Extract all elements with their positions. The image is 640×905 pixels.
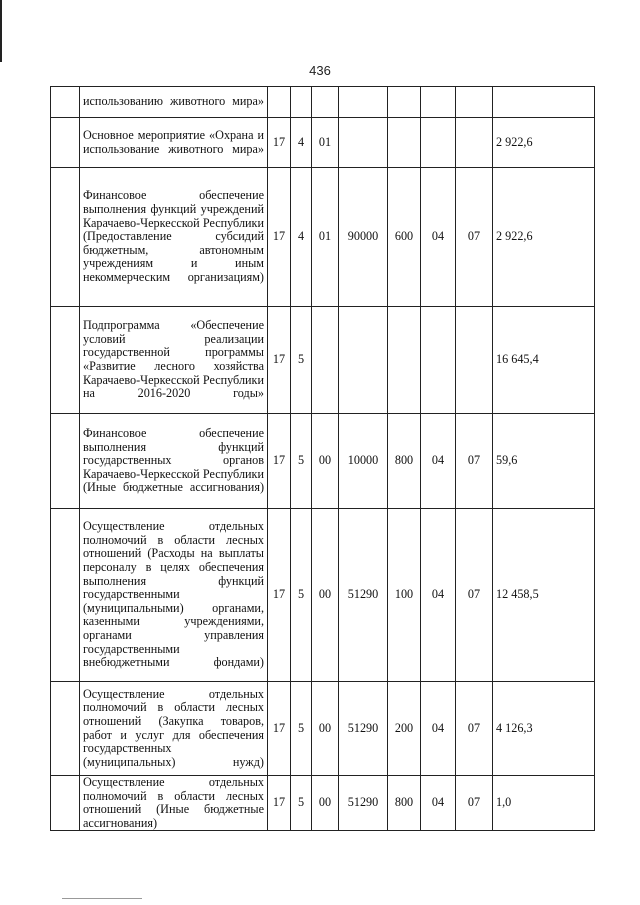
code-cell-c5: 800 xyxy=(388,776,421,831)
row-margin-cell xyxy=(51,87,80,118)
code-cell-c4 xyxy=(339,118,388,168)
code-cell-c1: 17 xyxy=(268,168,291,307)
code-cell-c7: 07 xyxy=(456,776,493,831)
code-cell-c2: 5 xyxy=(291,509,312,682)
code-cell-c5: 200 xyxy=(388,682,421,776)
row-amount xyxy=(493,87,595,118)
code-cell-c1: 17 xyxy=(268,118,291,168)
code-cell-c6 xyxy=(421,307,456,414)
code-cell-c1: 17 xyxy=(268,414,291,509)
code-cell-c5 xyxy=(388,87,421,118)
row-description: Финансовое обеспечение выполнения функций государственных органов Карачаево-Черкесской Республики (Иные бюджетные ассигнования) xyxy=(80,414,268,509)
code-cell-c7: 07 xyxy=(456,682,493,776)
row-description: Осуществление отдельных полномочий в области лесных отношений (Закупка товаров, работ и услуг для обеспечения государственных (муниципальных) нужд) xyxy=(80,682,268,776)
code-cell-c5: 600 xyxy=(388,168,421,307)
table-row xyxy=(51,509,595,682)
code-cell-c2: 5 xyxy=(291,414,312,509)
code-cell-c5: 100 xyxy=(388,509,421,682)
row-margin-cell xyxy=(51,168,80,307)
code-cell-c3: 00 xyxy=(312,509,339,682)
code-cell-c6: 04 xyxy=(421,776,456,831)
code-cell-c4: 51290 xyxy=(339,509,388,682)
table-row xyxy=(51,414,595,509)
row-margin-cell xyxy=(51,682,80,776)
code-cell-c6: 04 xyxy=(421,509,456,682)
code-cell-c3: 00 xyxy=(312,682,339,776)
scan-edge-mark xyxy=(0,0,2,62)
code-cell-c4: 51290 xyxy=(339,682,388,776)
code-cell-c6: 04 xyxy=(421,414,456,509)
page-number: 436 xyxy=(309,63,331,78)
code-cell-c2: 5 xyxy=(291,682,312,776)
code-cell-c2: 5 xyxy=(291,776,312,831)
code-cell-c4: 90000 xyxy=(339,168,388,307)
code-cell-c3: 01 xyxy=(312,118,339,168)
row-amount: 1,0 xyxy=(493,776,595,831)
code-cell-c3: 00 xyxy=(312,776,339,831)
row-amount: 4 126,3 xyxy=(493,682,595,776)
code-cell-c6: 04 xyxy=(421,168,456,307)
code-cell-c5: 800 xyxy=(388,414,421,509)
code-cell-c7 xyxy=(456,87,493,118)
row-amount: 2 922,6 xyxy=(493,118,595,168)
code-cell-c1: 17 xyxy=(268,307,291,414)
code-cell-c5 xyxy=(388,307,421,414)
budget-table xyxy=(50,86,595,831)
table-row xyxy=(51,307,595,414)
row-amount: 59,6 xyxy=(493,414,595,509)
row-margin-cell xyxy=(51,776,80,831)
code-cell-c2: 5 xyxy=(291,307,312,414)
code-cell-c1: 17 xyxy=(268,509,291,682)
row-margin-cell xyxy=(51,414,80,509)
code-cell-c1 xyxy=(268,87,291,118)
code-cell-c5 xyxy=(388,118,421,168)
row-description: Осуществление отдельных полномочий в области лесных отношений (Расходы на выплаты персоналу в целях обеспечения выполнения функций государственными (муниципальными) органами, казенными учреждениями, органами управления государственными внебюджетными фондами) xyxy=(80,509,268,682)
row-margin-cell xyxy=(51,509,80,682)
code-cell-c2 xyxy=(291,87,312,118)
code-cell-c7 xyxy=(456,307,493,414)
table-row xyxy=(51,776,595,831)
code-cell-c6 xyxy=(421,118,456,168)
code-cell-c4: 51290 xyxy=(339,776,388,831)
row-description: Осуществление отдельных полномочий в области лесных отношений (Иные бюджетные ассигнования) xyxy=(80,776,268,831)
code-cell-c4 xyxy=(339,307,388,414)
footer-rule xyxy=(62,898,142,899)
row-margin-cell xyxy=(51,118,80,168)
code-cell-c4: 10000 xyxy=(339,414,388,509)
row-amount: 12 458,5 xyxy=(493,509,595,682)
code-cell-c3: 01 xyxy=(312,168,339,307)
table-row xyxy=(51,118,595,168)
code-cell-c2: 4 xyxy=(291,168,312,307)
code-cell-c3 xyxy=(312,307,339,414)
row-amount: 2 922,6 xyxy=(493,168,595,307)
code-cell-c7: 07 xyxy=(456,509,493,682)
row-margin-cell xyxy=(51,307,80,414)
code-cell-c4 xyxy=(339,87,388,118)
code-cell-c7 xyxy=(456,118,493,168)
code-cell-c3 xyxy=(312,87,339,118)
code-cell-c1: 17 xyxy=(268,776,291,831)
row-description: Основное мероприятие «Охрана и использование животного мира» xyxy=(80,118,268,168)
row-description: использованию животного мира» xyxy=(80,87,268,118)
table-row xyxy=(51,682,595,776)
code-cell-c6 xyxy=(421,87,456,118)
table-row xyxy=(51,168,595,307)
row-amount: 16 645,4 xyxy=(493,307,595,414)
code-cell-c6: 04 xyxy=(421,682,456,776)
row-description: Финансовое обеспечение выполнения функций учреждений Карачаево-Черкесской Республики (Предоставление субсидий бюджетным, автономным учреждениям и иным некоммерческим организациям) xyxy=(80,168,268,307)
code-cell-c1: 17 xyxy=(268,682,291,776)
code-cell-c3: 00 xyxy=(312,414,339,509)
table-row xyxy=(51,87,595,118)
code-cell-c7: 07 xyxy=(456,168,493,307)
code-cell-c7: 07 xyxy=(456,414,493,509)
row-description: Подпрограмма «Обеспечение условий реализации государственной программы «Развитие лесного хозяйства Карачаево-Черкесской Республики на 2016-2020 годы» xyxy=(80,307,268,414)
code-cell-c2: 4 xyxy=(291,118,312,168)
